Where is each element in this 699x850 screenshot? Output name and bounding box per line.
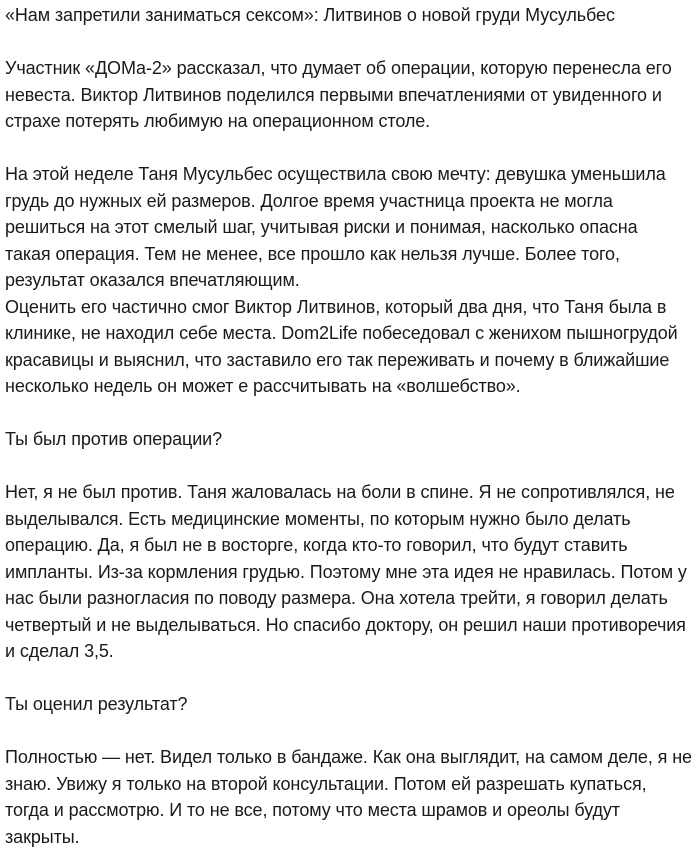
answer-line: Полностью — нет. Видел только в бандаже. Как она выглядит, на самом деле, я не: [5, 744, 693, 771]
answer-2: [5, 744, 693, 850]
lead-paragraph: [5, 55, 693, 135]
answer-line: импланты. Из-за кормления грудью. Поэтому мне эта идея не нравилась. Потом у: [5, 559, 693, 586]
lead-line: невеста. Виктор Литвинов поделился первыми впечатлениями от увиденного и: [5, 82, 693, 109]
lead-line: Участник «ДОМа-2» рассказал, что думает об операции, которую перенесла его: [5, 55, 693, 82]
answer-1: [5, 479, 693, 665]
answer-line: Нет, я не был против. Таня жаловалась на боли в спине. Я не сопротивлялся, не: [5, 479, 693, 506]
intro-line: Оценить его частично смог Виктор Литвинов, который два дня, что Таня была в: [5, 294, 693, 321]
intro-line: несколько недель он может е рассчитывать на «волшебство».: [5, 373, 693, 400]
intro-line: решиться на этот смелый шаг, учитывая риски и понимая, насколько опасна: [5, 214, 693, 241]
question-1: Ты был против операции?: [5, 426, 693, 453]
answer-line: закрыты.: [5, 824, 693, 850]
article: [5, 0, 693, 850]
question-2: Ты оценил результат?: [5, 691, 693, 718]
answer-line: операцию. Да, я был не в восторге, когда кто-то говорил, что будут ставить: [5, 532, 693, 559]
intro-line: грудь до нужных ей размеров. Долгое время участница проекта не могла: [5, 188, 693, 215]
intro-line: такая операция. Тем не менее, все прошло как нельзя лучше. Более того,: [5, 241, 693, 268]
lead-line: страхе потерять любимую на операционном столе.: [5, 108, 693, 135]
intro-line: красавицы и выяснил, что заставило его так переживать и почему в ближайшие: [5, 347, 693, 374]
intro-line: На этой неделе Таня Мусульбес осуществила свою мечту: девушка уменьшила: [5, 161, 693, 188]
article-title: «Нам запретили заниматься сексом»: Литвинов о новой груди Мусульбес: [5, 2, 693, 29]
answer-line: знаю. Увижу я только на второй консультации. Потом ей разрешать купаться,: [5, 771, 693, 798]
answer-line: тогда и рассмотрю. И то не все, потому что места шрамов и ореолы будут: [5, 797, 693, 824]
answer-line: четвертый и не выделываться. Но спасибо доктору, он решил наши противоречия: [5, 612, 693, 639]
intro-line: результат оказался впечатляющим.: [5, 267, 693, 294]
answer-line: и сделал 3,5.: [5, 638, 693, 665]
intro-paragraph: [5, 161, 693, 400]
answer-line: нас были разногласия по поводу размера. Она хотела трейти, я говорил делать: [5, 585, 693, 612]
answer-line: выделывался. Есть медицинские моменты, по которым нужно было делать: [5, 506, 693, 533]
intro-line: клинике, не находил себе места. Dom2Life побеседовал с женихом пышногрудой: [5, 320, 693, 347]
